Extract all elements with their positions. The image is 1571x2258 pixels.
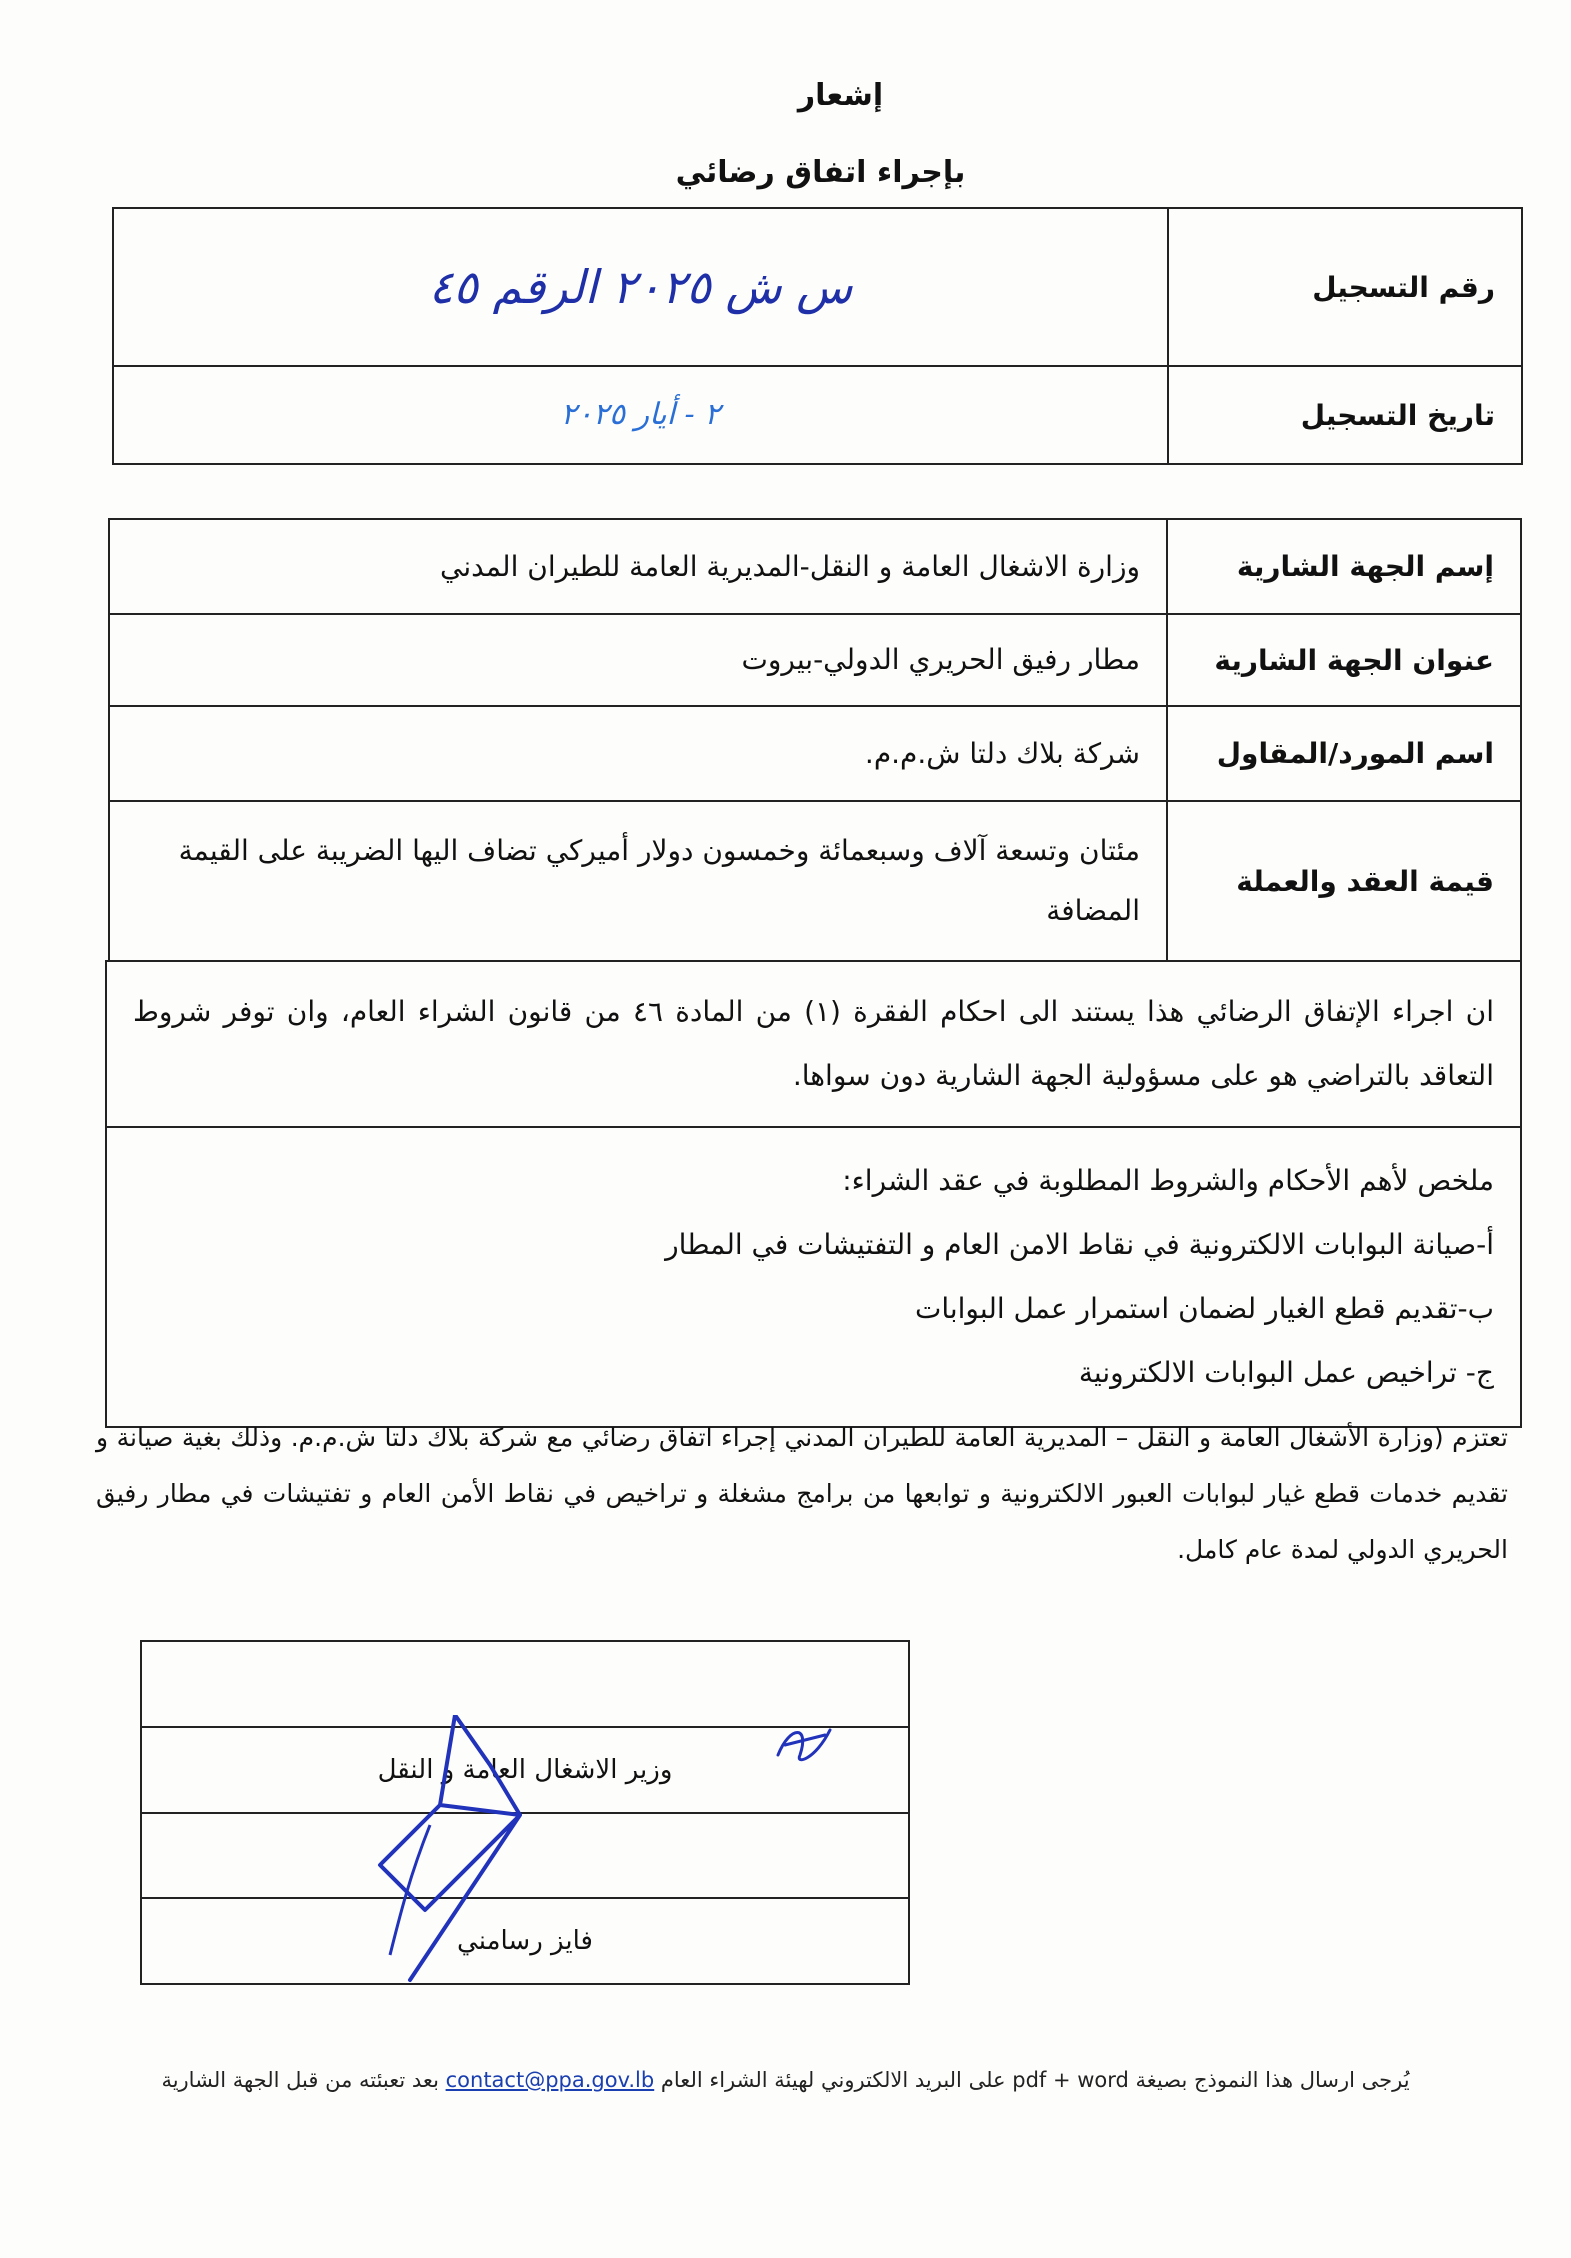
contract-value-label: قيمة العقد والعملة bbox=[1167, 801, 1521, 961]
footer-note bbox=[0, 2068, 1571, 2092]
legal-and-summary-table bbox=[105, 960, 1522, 1428]
summary-item: أ-صيانة البوابات الالكترونية في نقاط الامن العام و التفتيشات في المطار bbox=[665, 1228, 1494, 1261]
signature-name: فايز رسامني bbox=[141, 1898, 909, 1984]
signature-row-empty bbox=[141, 1641, 909, 1727]
document-title: إشعار bbox=[797, 78, 884, 113]
summary-item: ب-تقديم قطع الغيار لضمان استمرار عمل البوابات bbox=[914, 1292, 1494, 1325]
registration-number-cell bbox=[113, 208, 1168, 366]
handwritten-signature-icon bbox=[370, 1715, 590, 1985]
intent-paragraph: تعتزم (وزارة الأشغال العامة و النقل – المديرية العامة للطيران المدني إجراء اتفاق رضائي مع شركة بلاك دلتا ش.م.م. وذلك بغية صيانة و تقديم خدمات قطع غيار لبوابات العبور الالكترونية و توابعها من برامج مشغلة و تراخيص في نقاط الأمن العام و تفتيشات في مطار رفيق الحريري الدولي لمدة عام كامل. bbox=[96, 1423, 1508, 1564]
footer-text-before: يُرجى ارسال هذا النموذج بصيغة pdf + word على البريد الالكتروني لهيئة الشراء العام bbox=[660, 2068, 1410, 2092]
contract-details-table bbox=[108, 518, 1522, 962]
initials-mark-icon bbox=[770, 1715, 840, 1775]
legal-note: ان اجراء الإتفاق الرضائي هذا يستند الى احكام الفقرة (١) من المادة ٤٦ من قانون الشراء العام، وان توفر شروط التعاقد بالتراضي هو على مسؤولية الجهة الشارية دون سواها. bbox=[106, 961, 1521, 1127]
signature-position: وزير الاشغال العامة و النقل bbox=[141, 1727, 909, 1813]
supplier-label: اسم المورد/المقاول bbox=[1167, 706, 1521, 801]
authority-address-label: عنوان الجهة الشارية bbox=[1167, 614, 1521, 706]
authority-name-value: وزارة الاشغال العامة و النقل-المديرية العامة للطيران المدني bbox=[109, 519, 1167, 614]
registration-date-stamp: ٢ - أيار ٢٠٢٥ bbox=[560, 397, 721, 432]
summary-heading: ملخص لأهم الأحكام والشروط المطلوبة في عقد الشراء: bbox=[842, 1164, 1494, 1197]
document-subtitle: بإجراء اتفاق رضائي bbox=[675, 155, 966, 190]
summary-item: ج- تراخيص عمل البوابات الالكترونية bbox=[1078, 1356, 1494, 1389]
registration-date-label: تاريخ التسجيل bbox=[1168, 366, 1522, 464]
registration-table bbox=[112, 207, 1523, 465]
registration-number-handwritten: س ش ٢٠٢٥ الرقم ٤٥ bbox=[428, 260, 853, 314]
footer-text-after: بعد تعبئته من قبل الجهة الشارية bbox=[161, 2068, 439, 2092]
summary-cell bbox=[106, 1127, 1521, 1427]
registration-date-cell bbox=[113, 366, 1168, 464]
authority-address-value: مطار رفيق الحريري الدولي-بيروت bbox=[109, 614, 1167, 706]
supplier-value: شركة بلاك دلتا ش.م.م. bbox=[109, 706, 1167, 801]
authority-name-label: إسم الجهة الشارية bbox=[1167, 519, 1521, 614]
footer-email-link[interactable]: contact@ppa.gov.lb bbox=[445, 2068, 655, 2092]
contract-value-value: مئتان وتسعة آلاف وسبعمائة وخمسون دولار أميركي تضاف اليها الضريبة على القيمة المضافة bbox=[109, 801, 1167, 961]
registration-number-label: رقم التسجيل bbox=[1168, 208, 1522, 366]
